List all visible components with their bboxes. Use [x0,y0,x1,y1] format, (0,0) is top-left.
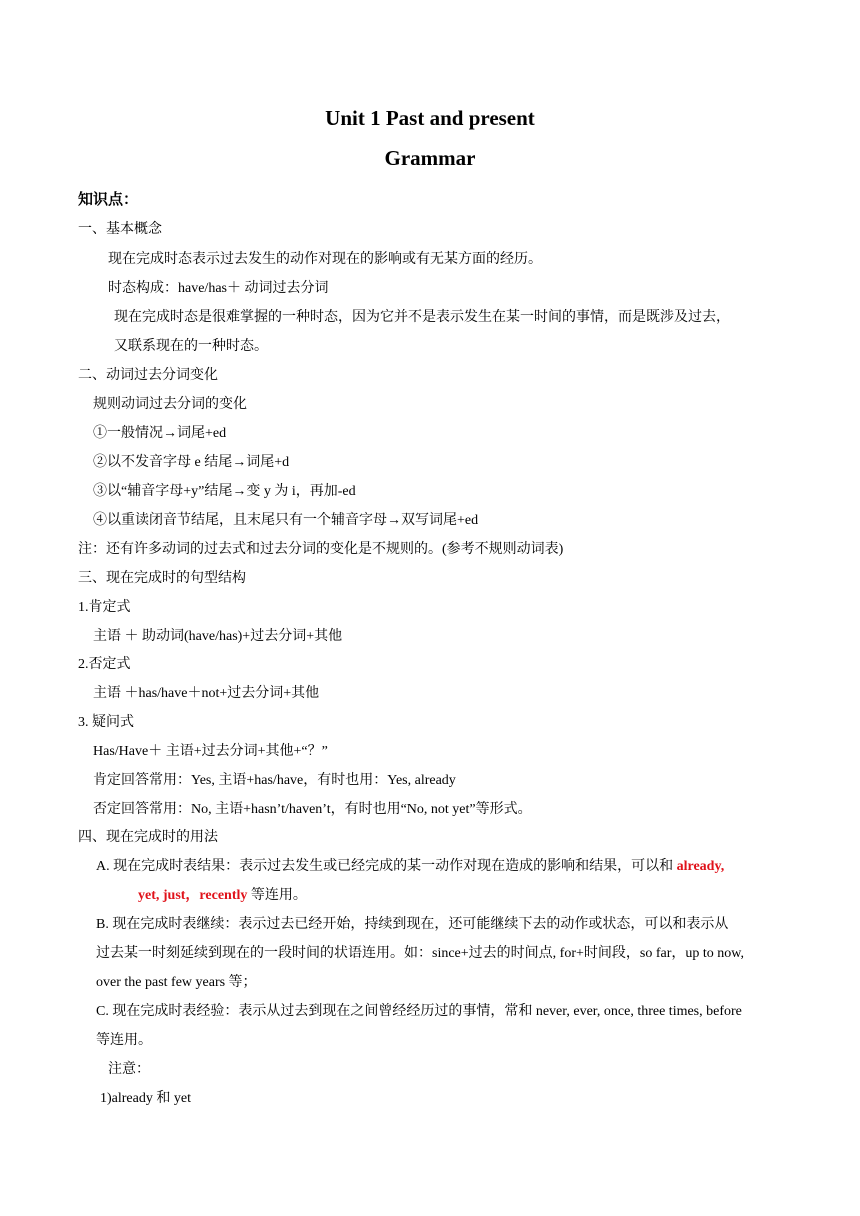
negative-answer: 否定回答常用：No, 主语+hasn’t/haven’t，有时也用“No, not yet”等形式。 [93,802,532,817]
negative-formula: 主语 ＋has/have＋not+过去分词+其他 [93,686,320,701]
section-1-line-1: 现在完成时态表示过去发生的动作对现在的影响或有无某方面的经历。 [108,252,542,267]
section-2-note: 注：还有许多动词的过去式和过去分词的变化是不规则的。(参考不规则动词表) [78,542,564,557]
section-1-line-2: 时态构成：have/has＋ 动词过去分词 [108,281,329,296]
usage-b-line-1: B. 现在完成时表继续：表示过去已经开始，持续到现在，还可能继续下去的动作或状态，可以和表示从 [96,917,729,932]
section-3-heading: 三、现在完成时的句型结构 [78,571,246,586]
usage-c-line-1: C. 现在完成时表经验：表示从过去到现在之间曾经经历过的事情，常和 never, ever, once, three times, before [96,1004,742,1019]
rule-2: ②以不发音字母 e 结尾→词尾+d [93,455,290,470]
rule-1: ①一般情况→词尾+ed [93,426,227,441]
usage-a-line-1 [96,858,724,876]
section-1-line-4: 又联系现在的一种时态。 [114,339,268,354]
usage-b-line-2: 过去某一时刻延续到现在的一段时间的状语连用。如：since+过去的时间点, for+时间段，so far，up to now, [96,946,744,961]
question-formula: Has/Have＋ 主语+过去分词+其他+“？” [93,744,328,759]
usage-a-end: 等连用。 [247,888,307,903]
usage-b-line-3: over the past few years 等； [96,975,257,990]
rule-3: ③以“辅音字母+y”结尾→变 y 为 i，再加-ed [93,484,356,499]
negative-title: 2.否定式 [78,657,131,672]
rule-4: ④以重读闭音节结尾，且末尾只有一个辅音字母→双写词尾+ed [93,513,479,528]
note-item-1: 1)already 和 yet [100,1091,191,1106]
positive-answer: 肯定回答常用：Yes, 主语+has/have，有时也用：Yes, already [93,773,456,788]
document-subtitle: Grammar [384,146,476,170]
document-title: Unit 1 Past and present [325,106,535,130]
section-label: 知识点： [78,192,139,208]
question-title: 3. 疑问式 [78,715,134,730]
usage-a-text: A. 现在完成时表结果：表示过去发生或已经完成的某一动作对现在造成的影响和结果，可以和 [96,859,677,874]
section-1-line-3: 现在完成时态是很难掌握的一种时态，因为它并不是表示发生在某一时间的事情，而是既涉及过去， [114,310,730,325]
note-label: 注意： [108,1062,150,1077]
usage-c-line-2: 等连用。 [96,1033,152,1048]
section-2-subheading: 规则动词过去分词的变化 [93,397,247,412]
usage-a-keywords: yet, just，recently [138,888,248,903]
section-2-heading: 二、动词过去分词变化 [78,368,218,383]
affirmative-title: 1.肯定式 [78,600,131,615]
affirmative-formula: 主语 ＋ 助动词(have/has)+过去分词+其他 [93,629,343,644]
section-4-heading: 四、现在完成时的用法 [78,830,218,845]
usage-a-keyword-already: already, [676,859,725,874]
section-1-heading: 一、基本概念 [78,222,162,237]
usage-a-line-2 [138,887,307,905]
